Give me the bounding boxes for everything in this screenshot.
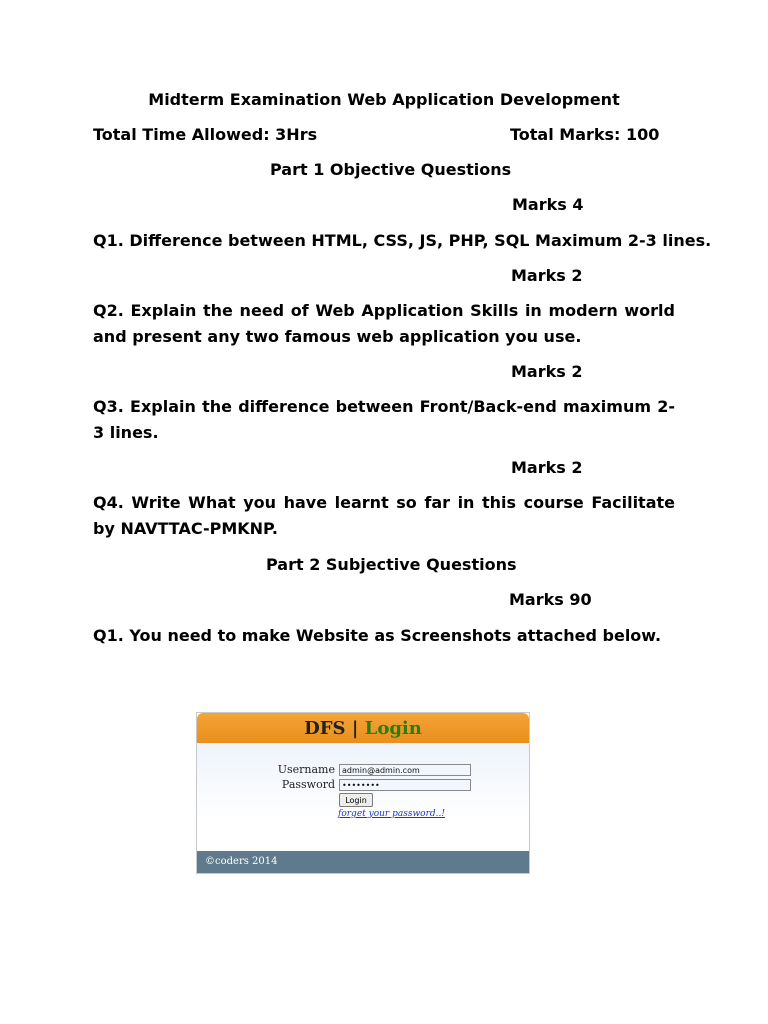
total-marks: Total Marks: 100 (510, 125, 660, 144)
question-3-marks: Marks 2 (511, 362, 583, 381)
question-4-marks: Marks 2 (511, 458, 583, 477)
username-label: Username (277, 763, 335, 776)
time-allowed: Total Time Allowed: 3Hrs (93, 125, 318, 144)
login-form (197, 743, 529, 853)
login-screenshot (196, 712, 530, 874)
part1-marks: Marks 4 (512, 195, 584, 214)
password-input[interactable]: •••••••• (339, 779, 471, 791)
question-1: Q1. Difference between HTML, CSS, JS, PHP, SQL Maximum 2-3 lines. (93, 231, 712, 250)
part2-marks: Marks 90 (509, 590, 592, 609)
forgot-password-link[interactable]: forget your password..! (338, 809, 445, 819)
login-header (197, 713, 529, 743)
question-3: Q3. Explain the difference between Front/Back-end maximum 2-3 lines. (93, 397, 675, 442)
part2-question-1: Q1. You need to make Website as Screenshots attached below. (93, 626, 662, 645)
header-separator: | (351, 718, 359, 739)
login-title: Login (364, 718, 422, 739)
question-4: Q4. Write What you have learnt so far in this course Facilitate by NAVTTAC-PMKNP. (93, 493, 675, 538)
login-button[interactable]: Login (339, 793, 373, 807)
username-input[interactable]: admin@admin.com (339, 764, 471, 776)
brand-text: DFS (304, 718, 346, 739)
exam-title: Midterm Examination Web Application Development (148, 90, 620, 109)
part2-heading: Part 2 Subjective Questions (266, 555, 517, 574)
question-2: Q2. Explain the need of Web Application Skills in modern world and present any two famous web application you use. (93, 301, 675, 346)
password-label: Password (281, 778, 335, 791)
login-footer: ©coders 2014 (197, 851, 529, 873)
part1-heading: Part 1 Objective Questions (270, 160, 512, 179)
question-2-marks: Marks 2 (511, 266, 583, 285)
